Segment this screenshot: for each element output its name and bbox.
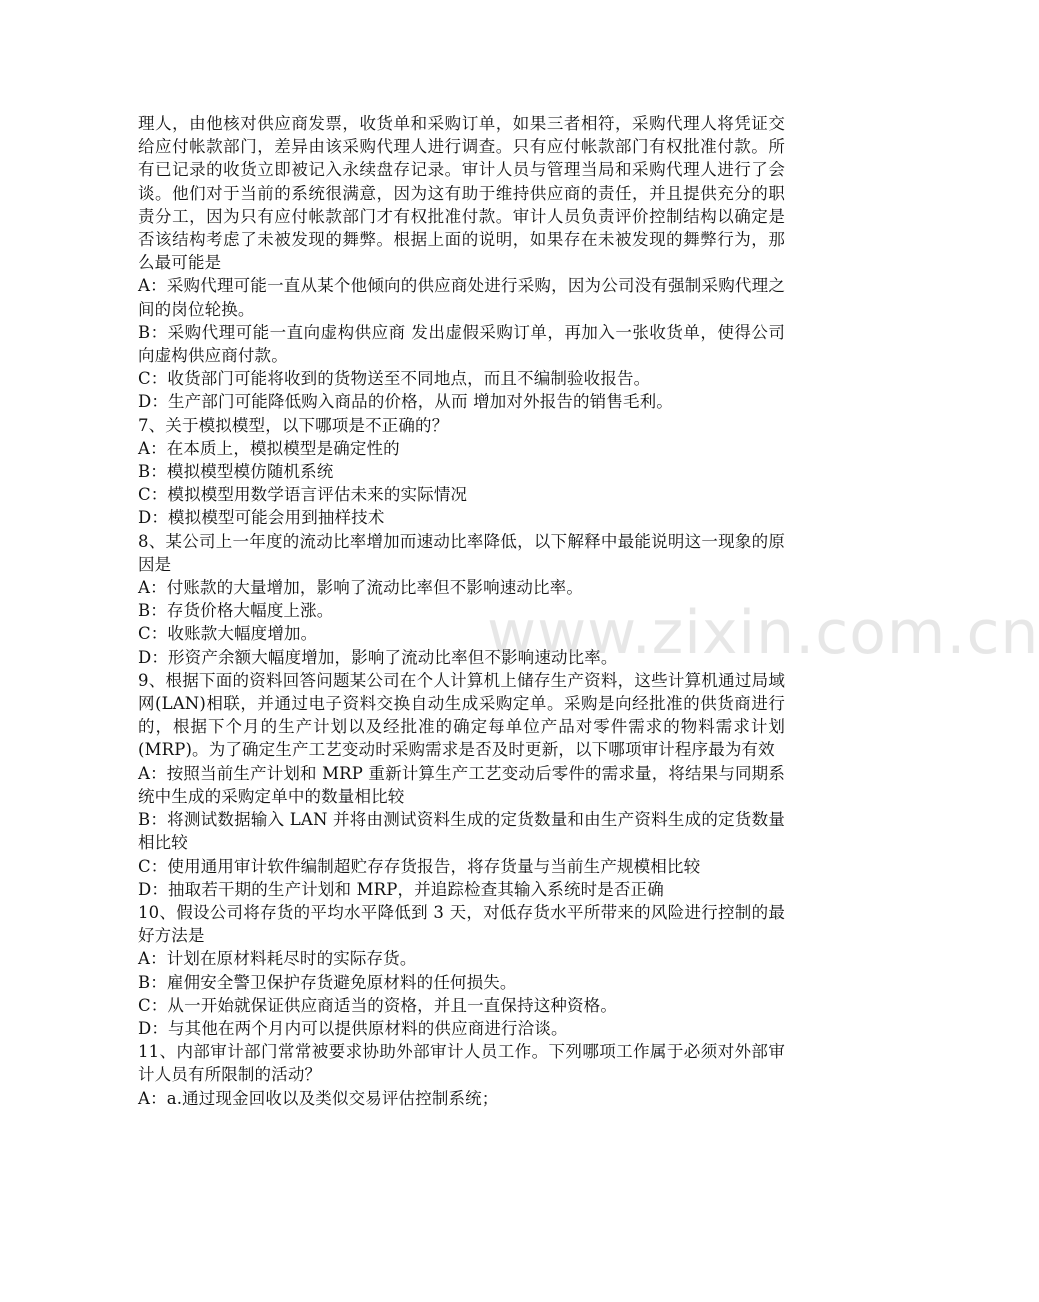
q10-option-c: C：从一开始就保证供应商适当的资格，并且一直保持这种资格。 [138, 995, 617, 1015]
option-c: C：收货部门可能将收到的货物送至不同地点，而且不编制验收报告。 [138, 369, 651, 389]
question-11: 11、内部审计部门常常被要求协助外部审计人员工作。下列哪项工作属于必须对外部审计人员有所限制的活动？ [138, 1042, 785, 1085]
q7-option-c: C：模拟模型用数学语言评估未来的实际情况 [138, 485, 468, 505]
q9-option-d: D：抽取若干期的生产计划和 MRP，并追踪检查其输入系统时是否正确 [138, 879, 664, 899]
option-a: A：采购代理可能一直从某个他倾向的供应商处进行采购，因为公司没有强制采购代理之间的岗位轮换。 [138, 276, 785, 319]
q8-option-a: A：付账款的大量增加，影响了流动比率但不影响速动比率。 [138, 578, 583, 598]
q8-option-b: B：存货价格大幅度上涨。 [138, 601, 334, 621]
option-b: B：采购代理可能一直向虚构供应商 发出虚假采购订单，再加入一张收货单，使得公司向虚构供应商付款。 [138, 322, 785, 366]
q10-option-b: B：雇佣安全警卫保护存货避免原材料的任何损失。 [138, 972, 517, 992]
q9-option-c: C：使用通用审计软件编制超贮存存货报告，将存货量与当前生产规模相比较 [138, 856, 701, 876]
q10-option-d: D：与其他在两个月内可以提供原材料的供应商进行洽谈。 [138, 1018, 568, 1038]
q9-option-a: A：按照当前生产计划和 MRP 重新计算生产工艺变动后零件的需求量，将结果与同期系统中生成的采购定单中的数量相比较 [138, 763, 785, 806]
q7-option-d: D：模拟模型可能会用到抽样技术 [138, 508, 385, 528]
question-10: 10、假设公司将存货的平均水平降低到 3 天，对低存货水平所带来的风险进行控制的最好方法是 [138, 902, 785, 946]
question-7: 7、关于模拟模型，以下哪项是不正确的？ [138, 415, 449, 435]
q11-option-a: A：a.通过现金回收以及类似交易评估控制系统； [138, 1088, 499, 1108]
q7-option-b: B：模拟模型模仿随机系统 [138, 462, 334, 482]
q7-option-a: A：在本质上，模拟模型是确定性的 [138, 438, 400, 458]
question-9: 9、根据下面的资料回答问题某公司在个人计算机上储存生产资料，这些计算机通过局域网(LAN)相联，并通过电子资料交换自动生成采购定单。采购是向经批准的供货商进行的，根据下个月的生产计划以及经批准的确定每单位产品对零件需求的物料需求计划(MRP)。为了确定生产工艺变动时采购需求是否及时更新，以下哪项审计程序最为有效 [138, 670, 785, 760]
question-stem: 理人，由他核对供应商发票，收货单和采购订单，如果三者相符，采购代理人将凭证交给应付帐款部门，差异由该采购代理人进行调查。只有应付帐款部门有权批准付款。所有已记录的收货立即被记入永续盘存记录。审计人员与管理当局和采购代理人进行了会谈。他们对于当前的系统很满意，因为这有助于维持供应商的责任，并且提供充分的职责分工，因为只有应付帐款部门才有权批准付款。审计人员负责评价控制结构以确定是否该结构考虑了未被发现的舞弊。根据上面的说明，如果存在未被发现的舞弊行为，那么最可能是 [138, 114, 785, 273]
q8-option-d: D：形资产余额大幅度增加，影响了流动比率但不影响速动比率。 [138, 647, 618, 667]
watermark: www.zixin.com.cn [487, 598, 1039, 668]
q9-option-b: B：将测试数据输入 LAN 并将由测试资料生成的定货数量和由生产资料生成的定货数量相比较 [138, 810, 785, 853]
option-d: D：生产部门可能降低购入商品的价格，从而 增加对外报告的销售毛利。 [138, 392, 673, 412]
document-body [138, 112, 785, 1110]
question-8: 8、某公司上一年度的流动比率增加而速动比率降低，以下解释中最能说明这一现象的原因是 [138, 531, 785, 574]
q8-option-c: C：收账款大幅度增加。 [138, 624, 318, 644]
q10-option-a: A：计划在原材料耗尽时的实际存货。 [138, 949, 417, 969]
